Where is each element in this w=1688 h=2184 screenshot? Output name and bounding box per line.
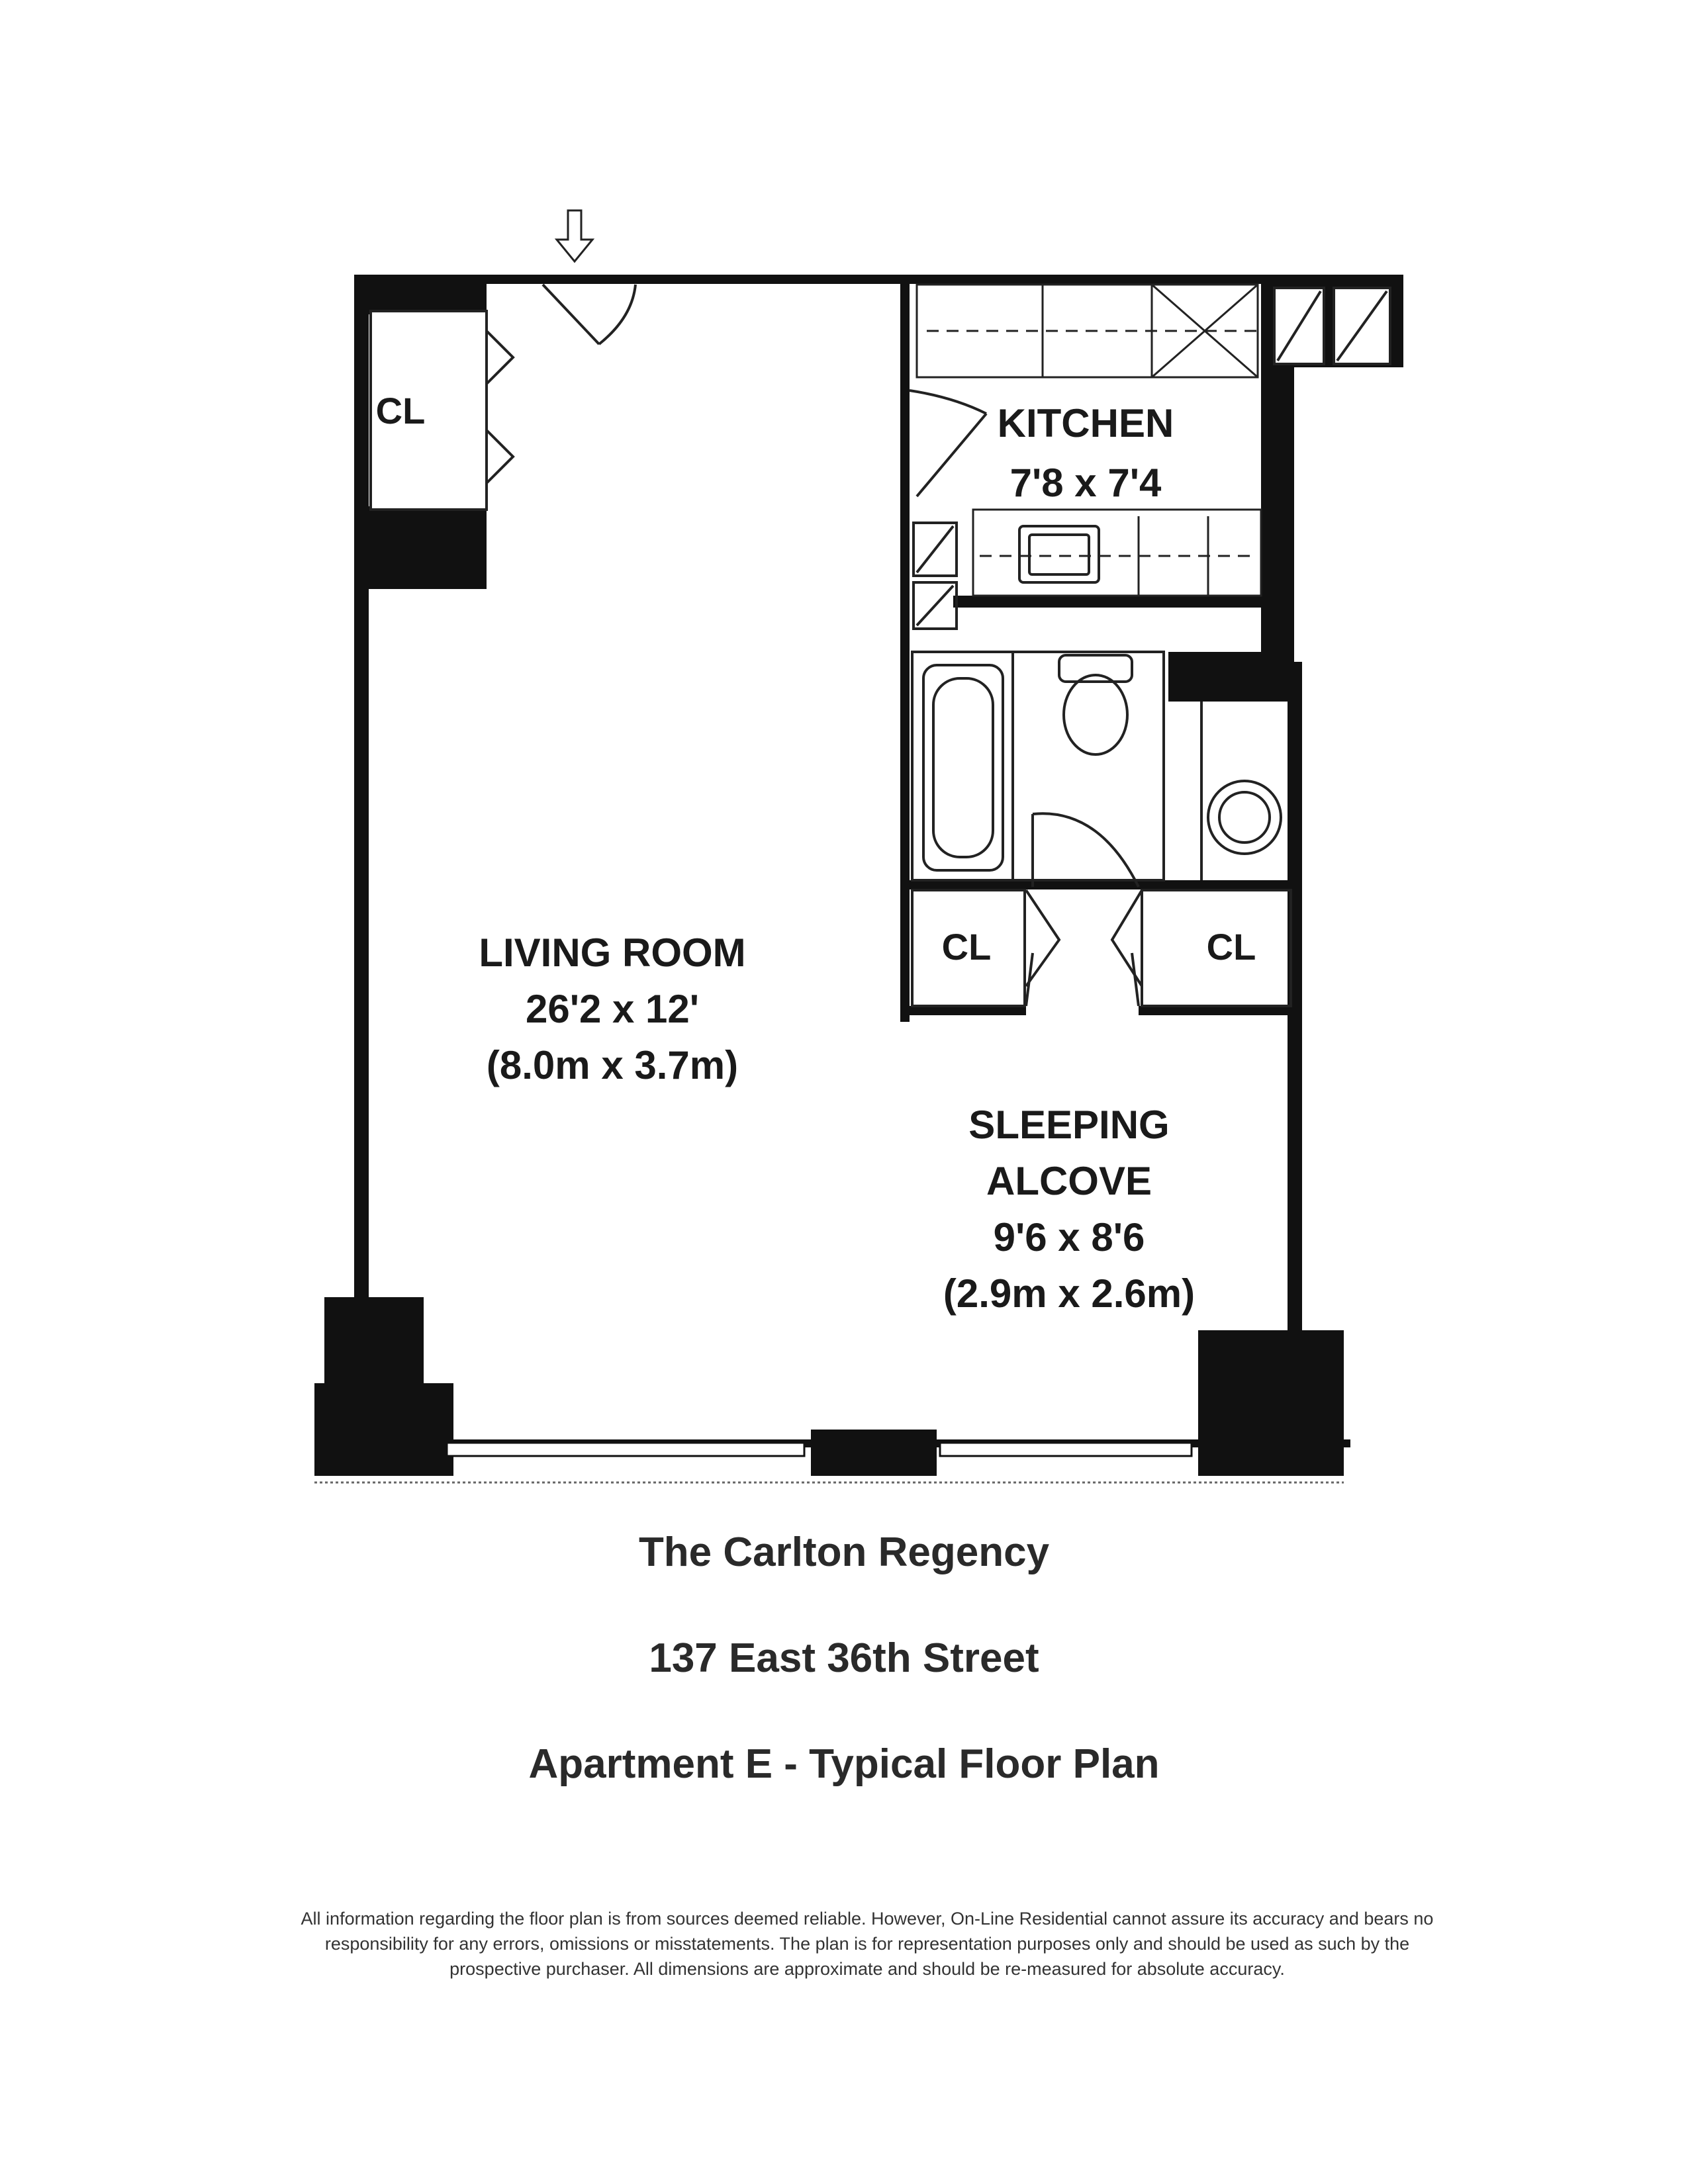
closet-right (1112, 890, 1291, 1006)
bathroom-door (1033, 813, 1139, 887)
closet-label-bath-left: CL (941, 926, 992, 968)
kitchen-lower-counter (973, 510, 1261, 596)
bathtub-icon (923, 665, 1003, 870)
sleeping-name-line1: SLEEPING (968, 1103, 1170, 1147)
entry-arrow-icon (557, 210, 592, 261)
sleeping-name-line2: ALCOVE (986, 1159, 1152, 1203)
pantry-boxes (914, 523, 957, 629)
closet-label-entry: CL (375, 390, 426, 432)
building-name: The Carlton Regency (638, 1529, 1050, 1575)
sleeping-size-metric: (2.9m x 2.6m) (943, 1271, 1196, 1316)
kitchen-sink-icon (1019, 526, 1099, 582)
kitchen-counter (917, 285, 1258, 377)
bathroom-walls (912, 652, 1201, 880)
sleeping-size: 9'6 x 8'6 (993, 1215, 1145, 1259)
living-size-metric: (8.0m x 3.7m) (486, 1043, 739, 1087)
living-size: 26'2 x 12' (525, 987, 700, 1031)
kitchen-door (910, 390, 986, 496)
disclaimer-text: All information regarding the floor plan is from sources deemed reliable. However, On-Line Residential cannot assure its accuracy and bears no responsibility for any errors, omissions or misstatements. The plan is for representation purposes only and should be used as such by the prospective purchaser. All dimensions are approximate and should be re-measured for absolute accuracy. (301, 1909, 1434, 1979)
kitchen-size: 7'8 x 7'4 (1009, 461, 1162, 505)
apartment-title: Apartment E - Typical Floor Plan (528, 1741, 1160, 1787)
building-address: 137 East 36th Street (649, 1635, 1039, 1681)
sink-icon (1208, 781, 1281, 854)
closet-label-bath-right: CL (1206, 926, 1256, 968)
toilet-icon (1059, 655, 1132, 754)
entry-door (543, 285, 635, 344)
living-name: LIVING ROOM (479, 931, 746, 975)
kitchen-name: KITCHEN (997, 401, 1174, 445)
